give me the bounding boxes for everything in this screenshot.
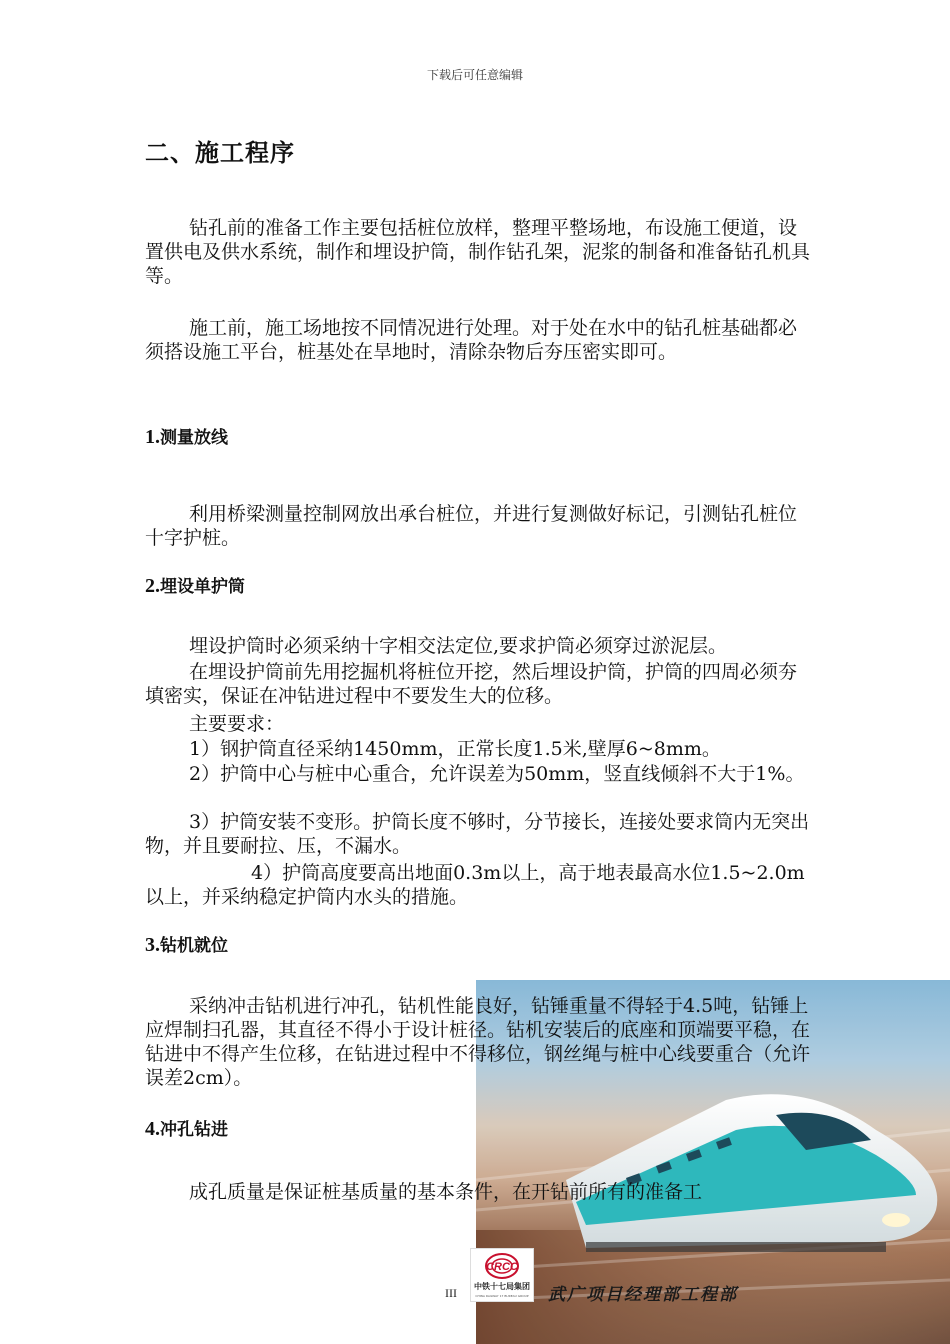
heading-number: 1. (145, 426, 160, 448)
rig-paragraph: 采纳冲击钻机进行冲孔，钻机性能良好，钻锤重量不得轻于4.5吨，钻锤上应焊制扫孔器，其直径不得小于设计桩径。钻机安装后的底座和顶端要平稳，在钻进中不得产生位移，在钻进过程中不得移位，钢丝绳与桩中心线要重合（允许误差2cm）。 (145, 995, 811, 1089)
survey-paragraph: 利用桥梁测量控制网放出承台桩位，并进行复测做好标记，引测钻孔桩位十字护桩。 (145, 503, 798, 549)
intro-paragraph-2: 施工前，施工场地按不同情况进行处理。对于处在水中的钻孔桩基础都必须搭设施工平台，桩基处在旱地时，清除杂物后夯压密实即可。 (145, 317, 798, 363)
logo-mark: CRCC (486, 1261, 518, 1273)
logo-text: 中铁十七局集团 (474, 1282, 530, 1291)
heading-text: 钻机就位 (160, 936, 228, 956)
requirement-1: 1）钢护筒直径采纳1450mm，正常长度1.5米,壁厚6~8mm。 (189, 738, 721, 760)
casing-paragraph: 在埋设护筒前先用挖掘机将桩位开挖，然后埋设护筒，护筒的四周必须夯填密实，保证在冲钻进过程中不要发生大的位移。 (145, 661, 798, 707)
header-note: 下载后可任意编辑 (426, 68, 523, 82)
heading-number: 3. (145, 934, 160, 956)
heading-number: 2. (145, 575, 160, 597)
heading-number: 4. (145, 1118, 160, 1140)
heading-casing (145, 572, 245, 598)
heading-text: 埋设单护筒 (160, 577, 245, 597)
intro-paragraph-1: 钻孔前的准备工作主要包括桩位放样，整理平整场地，布设施工便道，设置供电及供水系统，制作和埋设护筒，制作钻孔架，泥浆的制备和准备钻孔机具等。 (145, 217, 811, 287)
heading-rig (145, 931, 228, 957)
drilling-paragraph: 成孔质量是保证桩基质量的基本条件，在开钻前所有的准备工 (189, 1181, 703, 1203)
heading-drilling (145, 1115, 228, 1141)
heading-text: 冲孔钻进 (160, 1120, 228, 1140)
requirement-4: 4）护筒高度要高出地面0.3m以上，高于地表最高水位1.5~2.0m以上，并采纳稳定护筒内水头的措施。 (145, 862, 805, 908)
casing-line-1: 埋设护筒时必须采纳十字相交法定位,要求护筒必须穿过淤泥层。 (189, 635, 728, 657)
section-title: 二、施工程序 (145, 138, 295, 167)
page-number: III (445, 1286, 457, 1300)
heading-survey (145, 423, 228, 449)
crcc-logo-icon (471, 1249, 533, 1301)
requirements-label: 主要要求： (189, 713, 285, 735)
logo-sub: CHINA RAILWAY 17 BUREAU GROUP (475, 1294, 529, 1298)
heading-text: 测量放线 (160, 428, 228, 448)
department-name: 武广项目经理部工程部 (548, 1285, 738, 1305)
requirement-2: 2）护筒中心与桩中心重合，允许误差为50mm，竖直线倾斜不大于1%。 (189, 763, 805, 785)
company-logo (470, 1248, 534, 1302)
requirement-3: 3）护筒安装不变形。护筒长度不够时，分节接长，连接处要求筒内无突出物，并且要耐拉、压，不漏水。 (145, 811, 810, 857)
